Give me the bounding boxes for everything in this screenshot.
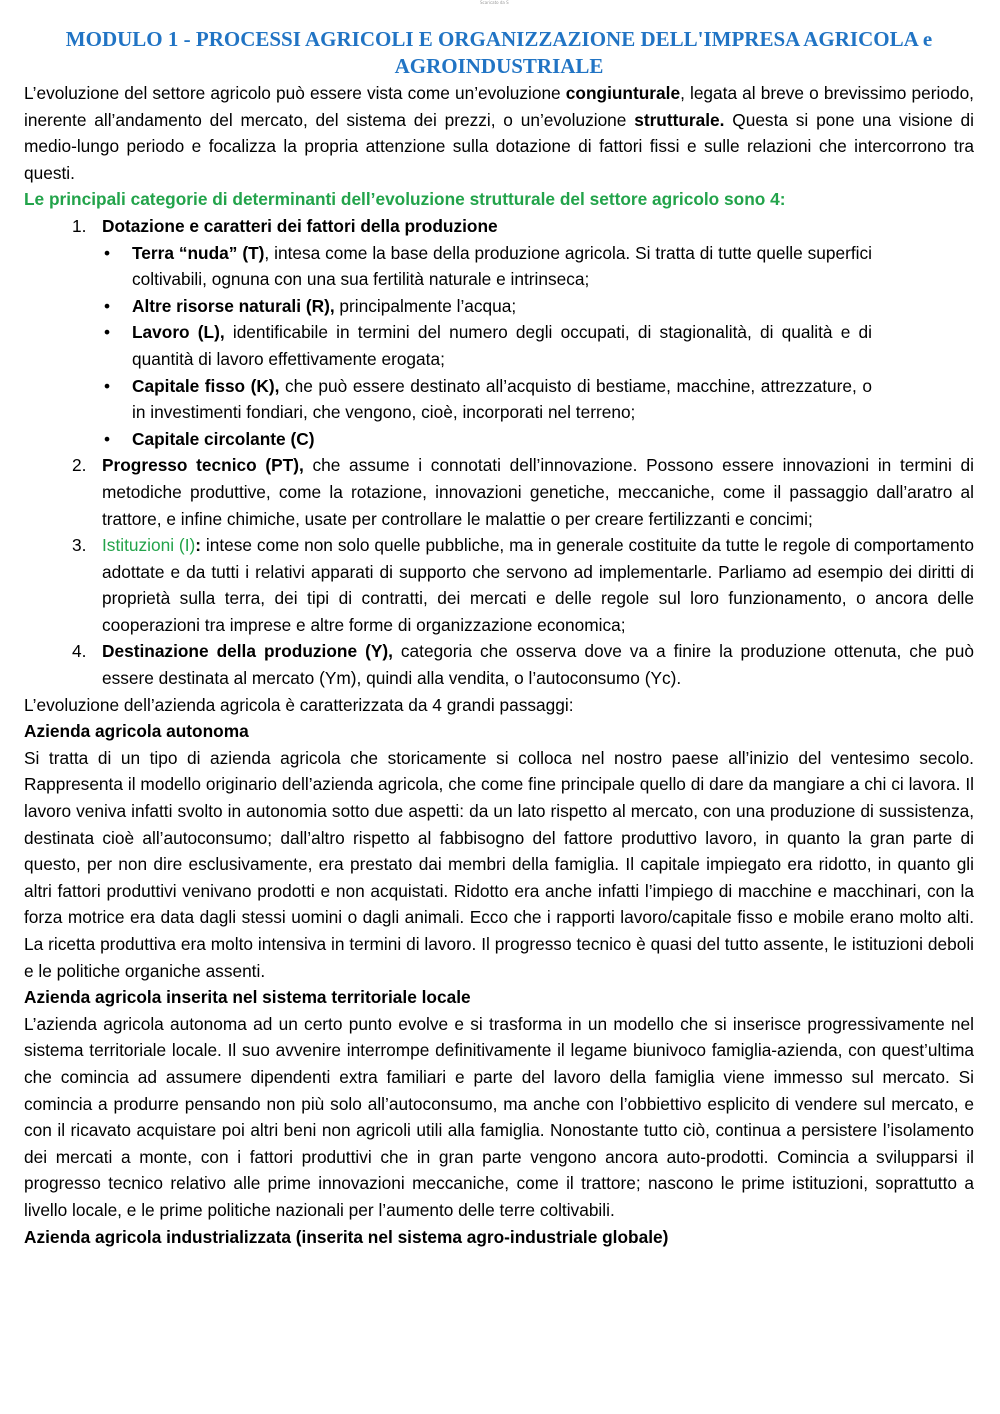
bullet-term: Lavoro (L),: [132, 322, 225, 343]
list-item-term-green: Istituzioni (I): [102, 535, 196, 556]
bullet-icon: •: [104, 242, 111, 263]
document-title: MODULO 1 - PROCESSI AGRICOLI E ORGANIZZAZIONE DELL'IMPRESA AGRICOLA e AGROINDUSTRIALE: [65, 27, 933, 78]
section-heading-territoriale: Azienda agricola inserita nel sistema territoriale locale: [24, 987, 471, 1008]
section-body-autonoma: Si tratta di un tipo di azienda agricola che storicamente si colloca nel nostro paese all’inizio del ventesimo secolo. Rappresenta il modello originario dell’azienda agricola, che come fine principale quello di dare da mangiare a chi ci lavora. Il lavoro veniva infatti svolto in autonomia sotto due aspetti: da un lato rispetto al mercato, con una produzione di sussistenza, destinata cioè all’autoconsumo; dall’altro rispetto al fabbisogno del fattore produttivo lavoro, in quanto la gran parte di questo, per non dire esclusivamente, era prestato dai membri della famiglia. Il capitale impiegato era ridotto, in quanto gli altri fattori produttivi venivano prodotti e non acquistati. Ridotto era anche infatti l’impiego di macchine e macchinari, con la forza motrice era data dagli stessi uomini o dagli animali. Ecco che i rapporti lavoro/capitale fisso e mobile erano molto alti. La ricetta produttiva era molto intensiva in termini di lavoro. Il progresso tecnico è quasi del tutto assente, le istituzioni deboli e le politiche organiche assenti.: [24, 747, 974, 981]
list-item-title: Dotazione e caratteri dei fattori della produzione: [102, 215, 498, 236]
intro-term-congiunturale: congiunturale: [565, 83, 681, 103]
bullet-icon: •: [104, 295, 111, 316]
intro-term-strutturale: strutturale.: [634, 109, 725, 130]
list-item-text: categoria che osserva dove va a finire la produzione ottenuta, che può essere destinata al mercato (Ym), quindi alla vendita, o l’autoconsumo (Yc).: [102, 641, 974, 689]
bullet-item: [104, 240, 872, 293]
bullet-item: [104, 293, 872, 320]
bullet-icon: •: [104, 428, 111, 449]
list-item-text: intese come non solo quelle pubbliche, ma in generale costituite da tutte le regole di comportamento adottate e da tutti i relativi apparati di supporto che servono ad implementarle. Parliamo ad esempio dei diritti di proprietà sulla terra, dei tipi di contratti, dei mercati e delle regole sul loro funzionamento, o ancora delle cooperazioni tra imprese e altre forme di organizzazione economica;: [102, 535, 974, 635]
list-item-term: Progresso tecnico (PT),: [102, 455, 304, 476]
categories-heading: Le principali categorie di determinanti dell’evoluzione strutturale del settore agricolo sono 4:: [24, 189, 786, 210]
bullet-term: Capitale circolante (C): [132, 428, 315, 449]
list-item: [72, 638, 974, 691]
list-item: [72, 532, 974, 638]
bullet-icon: •: [104, 322, 111, 343]
intro-text-3: Questa si pone una visione di medio-lungo periodo e focalizza la propria attenzione sulla dotazione di fattori fissi e sulle relazioni che intercorrono tra questi.: [24, 109, 974, 183]
section-heading-autonoma: Azienda agricola autonoma: [24, 721, 249, 742]
list-number: 2.: [72, 455, 87, 476]
bullet-item: [104, 426, 872, 453]
bullet-icon: •: [104, 375, 111, 396]
list-item: [72, 213, 974, 452]
page-header-mark: Scaricato da S: [480, 0, 509, 5]
evolution-intro: L’evoluzione dell’azienda agricola è caratterizzata da 4 grandi passaggi:: [24, 694, 574, 715]
list-item-colon: :: [195, 535, 202, 556]
intro-text-1: L’evoluzione del settore agricolo può essere vista come un’evoluzione: [24, 83, 566, 103]
intro-text-2: , legata al breve o brevissimo periodo, inerente all’andamento del mercato, del sistema dei prezzi, o un’evoluzione: [24, 83, 974, 130]
bullet-text: identificabile in termini del numero degli occupati, di stagionalità, di qualità e di quantità di lavoro effettivamente erogata;: [132, 322, 872, 369]
bullet-item: [104, 373, 872, 426]
determinants-list: [24, 213, 974, 692]
intro-paragraph: [24, 80, 974, 186]
bullet-term: Altre risorse naturali (R),: [132, 295, 335, 316]
document-page: [24, 0, 974, 1250]
list-item-term: Destinazione della produzione (Y),: [102, 641, 393, 662]
bullet-term: Capitale fisso (K),: [132, 375, 280, 396]
factors-bullet-list: [102, 240, 872, 453]
list-number: 1.: [72, 215, 87, 236]
list-item-text: che assume i connotati dell’innovazione. Possono essere innovazioni in termini di metodiche produttive, come la rotazione, innovazioni genetiche, meccaniche, come il passaggio dall’aratro al trattore, e infine chimiche, usate per controllare le malattie o per creare fertilizzanti e concimi;: [102, 455, 974, 529]
bullet-text: , intesa come la base della produzione agricola. Si tratta di tutte quelle superfici coltivabili, ognuna con una sua fertilità naturale e intrinseca;: [132, 242, 872, 290]
bullet-text: principalmente l’acqua;: [334, 295, 517, 316]
bullet-item: [104, 319, 872, 372]
section-heading-industrializzata: Azienda agricola industrializzata (inserita nel sistema agro-industriale globale): [24, 1226, 669, 1247]
section-body-territoriale: L’azienda agricola autonoma ad un certo punto evolve e si trasforma in un modello che si inserisce progressivamente nel sistema territoriale locale. Il suo avvenire interrompe definitivamente il legame biunivoco famiglia-azienda, con quest’ultima che comincia ad assumere dipendenti extra familiari e parte del lavoro della famiglia viene immesso sul mercato. Si comincia a produrre pensando non più solo all’autoconsumo, ma anche con l’obbiettivo esplicito di vendere sul mercato, e con il ricavato acquistare poi altri beni non agricoli utili alla famiglia. Nonostante tutto ciò, continua a persistere l’isolamento dei mercati a monte, con i fattori produttivi che in gran parte vengono ancora auto-prodotti. Comincia a svilupparsi il progresso tecnico relativo alle prime innovazioni meccaniche, come il trattore; nascono le prime istituzioni, soprattutto a livello locale, e le prime politiche nazionali per l’aumento delle terre coltivabili.: [24, 1013, 974, 1220]
list-item: [72, 452, 974, 532]
bullet-term: Terra “nuda” (T): [132, 242, 265, 263]
bullet-text: che può essere destinato all’acquisto di bestiame, macchine, attrezzature, o in investimenti fondiari, che vengono, cioè, incorporati nel terreno;: [132, 375, 872, 423]
list-number: 4.: [72, 641, 87, 662]
list-number: 3.: [72, 535, 87, 556]
